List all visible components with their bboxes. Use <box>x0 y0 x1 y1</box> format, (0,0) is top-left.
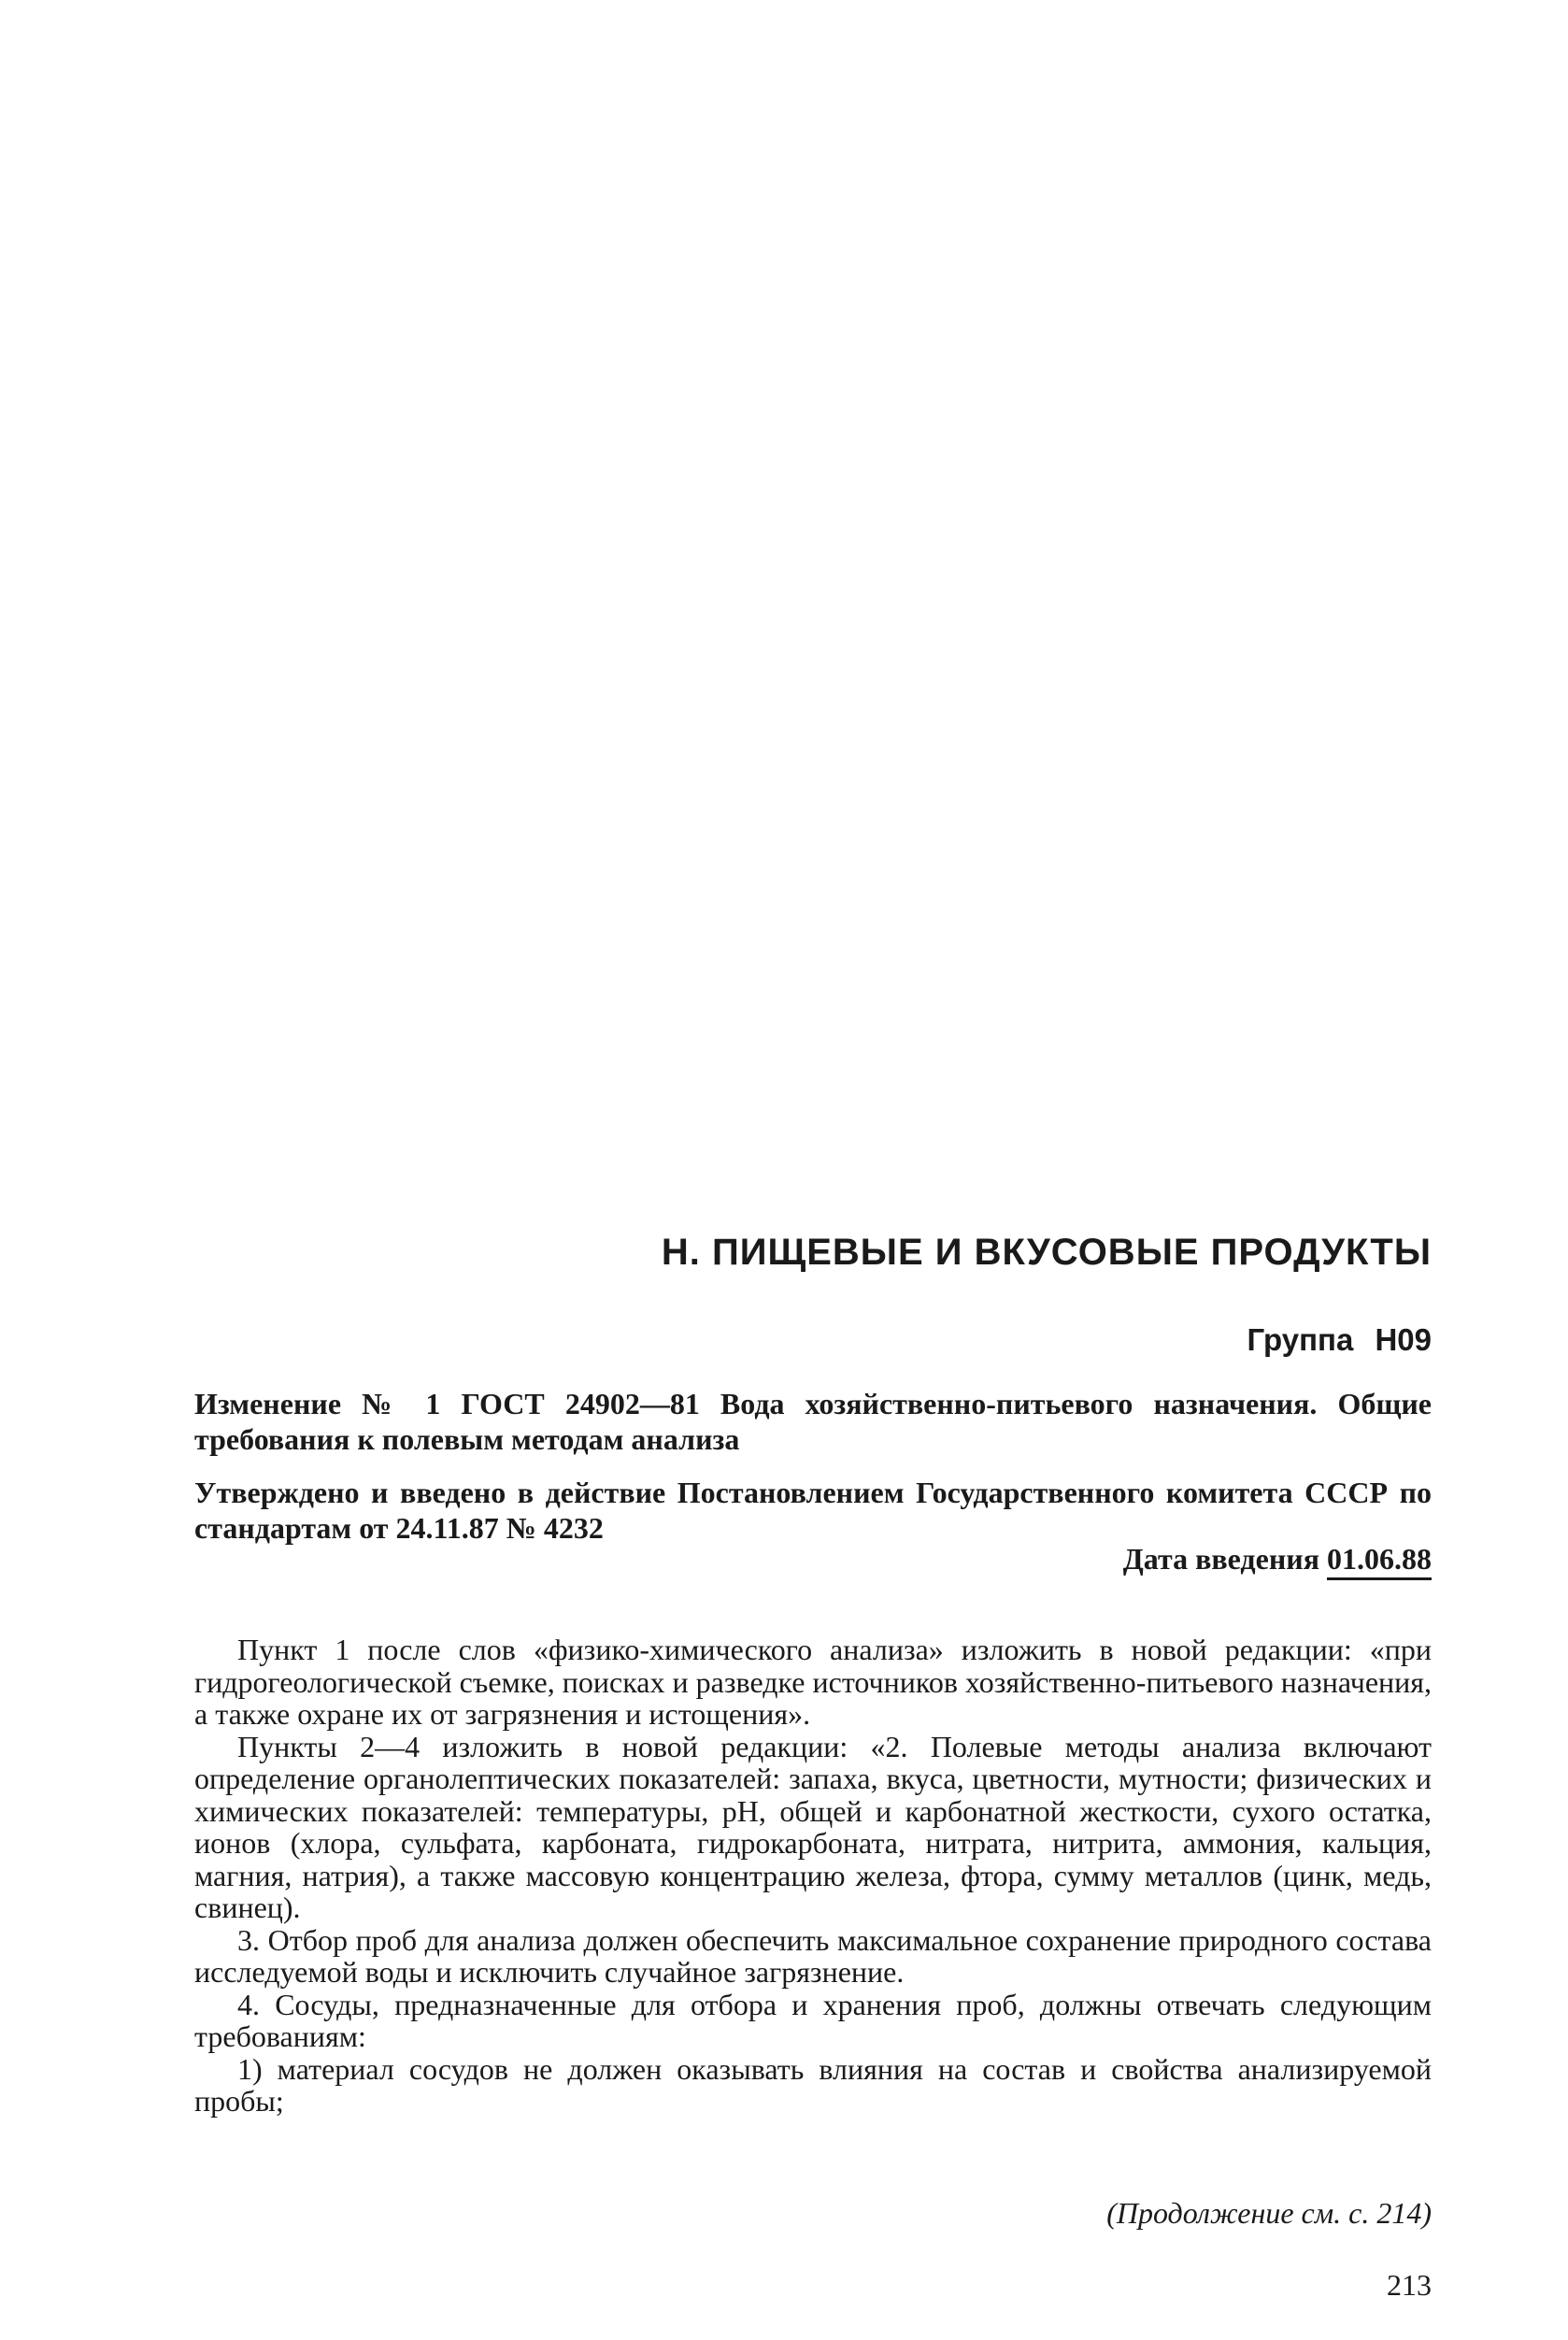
section-title: Н. ПИЩЕВЫЕ И ВКУСОВЫЕ ПРОДУКТЫ <box>661 1232 1432 1273</box>
paragraph: 4. Сосуды, предназначенные для отбора и хранения проб, должны отвечать следующим требованиям: <box>194 1987 1432 2053</box>
paragraph: 1) материал сосудов не должен оказывать влияния на состав и свойства анализируемой пробы; <box>194 2051 1432 2118</box>
group-code: Группа Н09 <box>1247 1322 1432 1357</box>
continuation-note: (Продолжение см. с. 214) <box>1106 2196 1432 2230</box>
introduction-date <box>934 1542 1432 1577</box>
paragraph: 3. Отбор проб для анализа должен обеспечить максимальное сохранение природного состава исследуемой воды и исключить случайное загрязнение. <box>194 1922 1432 1989</box>
paragraph: Пункты 2—4 изложить в новой редакции: «2. Полевые методы анализа включают определение органолептических показателей: запаха, вкуса, цветности, мутности; физических и химических показателей: температуры, pH, общей и карбонатной жесткости, сухого остатка, ионов (хлора, сульфата, карбоната, гидрокарбоната, нитрата, нитрита, аммония, кальция, магния, натрия), а также массовую концентрацию железа, фтора, сумму металлов (цинк, медь, свинец). <box>194 1729 1432 1924</box>
introduction-date-value: 01.06.88 <box>1327 1542 1432 1580</box>
body-text <box>194 1634 1432 2118</box>
amendment-title: Изменение № 1 ГОСТ 24902—81 Вода хозяйственно-питьевого назначения. Общие требования к полевым методам анализа <box>194 1387 1432 1456</box>
approval-statement: Утверждено и введено в действие Постановлением Государственного комитета СССР по стандартам от 24.11.87 № 4232 <box>194 1476 1432 1545</box>
paragraph: Пункт 1 после слов «физико-химического анализа» изложить в новой редакции: «при гидрогеологической съемке, поисках и разведке источников хозяйственно-питьевого назначения, а также охране их от загрязнения и истощения». <box>194 1633 1432 1731</box>
introduction-date-label: Дата введения <box>1122 1542 1319 1576</box>
page-number: 213 <box>1387 2268 1432 2302</box>
